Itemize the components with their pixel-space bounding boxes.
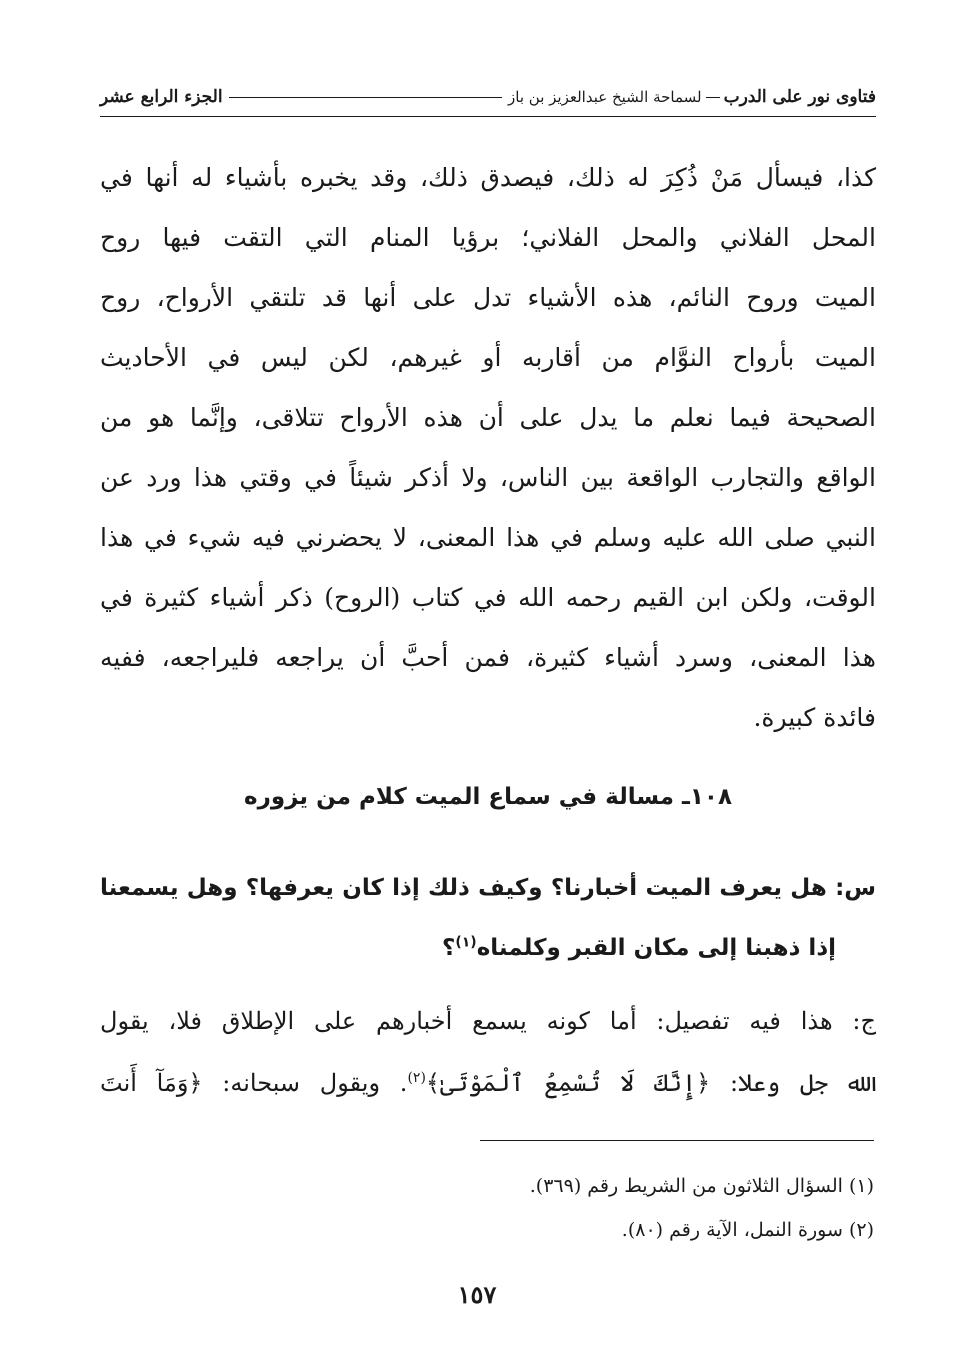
footnote-marker[interactable]: (١) [455,934,477,951]
answer-text-end: . ويقول سبحانه: ﴿وَمَآ أَنتَ [100,1069,408,1097]
question-line [100,918,876,978]
answer-block [100,990,876,1114]
question-mark: ؟ [442,935,456,961]
header-divider [100,116,876,117]
body-line: الوقت، ولكن ابن القيم رحمه الله في كتاب (الروح) ذكر أشياء كثيرة في [100,583,876,612]
question-block [100,858,876,978]
book-title: فتاوى نور على الدرب [723,87,876,107]
footnote: (٢) سورة النمل، الآية رقم (٨٠). [621,1219,874,1241]
body-line: النبي صلى الله عليه وسلم في هذا المعنى، لا يحضرني فيه شيء في هذا [100,523,876,552]
body-text [100,148,876,748]
footnote: (١) السؤال الثلاثون من الشريط رقم (٣٦٩). [529,1175,874,1197]
author-name: لسماحة الشيخ عبدالعزيز بن باز [508,88,702,106]
body-line: الواقع والتجارب الواقعة بين الناس، ولا أذكر شيئاً في وقتي هذا ورد عن [100,463,876,492]
footnote-marker[interactable]: (٢) [407,1070,426,1086]
header-separator [706,97,720,98]
header-dash-rule [229,97,502,98]
running-header [100,82,876,112]
part-number: الجزء الرابع عشر [100,87,223,107]
answer-text: الله جل وعلا: ﴿إِنَّكَ لَا تُسْمِعُ ٱلْمَوْتَىٰ﴾ [425,1069,877,1097]
footnotes [274,1164,874,1252]
body-line: فائدة كبيرة. [753,703,876,732]
question-text: إذا ذهبنا إلى مكان القبر وكلمناه [476,935,836,961]
question-line: س: هل يعرف الميت أخبارنا؟ وكيف ذلك إذا كان يعرفها؟ وهل يسمعنا [100,875,876,901]
body-line: كذا، فيسأل مَنْ ذُكِرَ له ذلك، فيصدق ذلك، وقد يخبره بأشياء له أنها في [100,163,876,192]
answer-line [100,1052,876,1114]
answer-line: ج: هذا فيه تفصيل: أما كونه يسمع أخبارهم على الإطلاق فلا، يقول [100,1007,876,1035]
body-line: هذا المعنى، وسرد أشياء كثيرة، فمن أحبَّ أن يراجعه فليراجعه، ففيه [100,643,876,672]
page-number: ١٥٧ [457,1280,497,1309]
section-title: ١٠٨ـ مسالة في سماع الميت كلام من يزوره [244,784,732,810]
body-line: الميت بأرواح النوَّام من أقاربه أو غيرهم، لكن ليس في الأحاديث [100,343,876,372]
body-line: الصحيحة فيما نعلم ما يدل على أن هذه الأرواح تتلاقى، وإنَّما هو من [100,403,876,432]
footnote-divider [480,1140,874,1141]
body-line: المحل الفلاني والمحل الفلاني؛ برؤيا المنام التي التقت فيها روح [100,223,876,252]
body-line: الميت وروح النائم، هذه الأشياء تدل على أنها قد تلتقي الأرواح، روح [100,283,876,312]
